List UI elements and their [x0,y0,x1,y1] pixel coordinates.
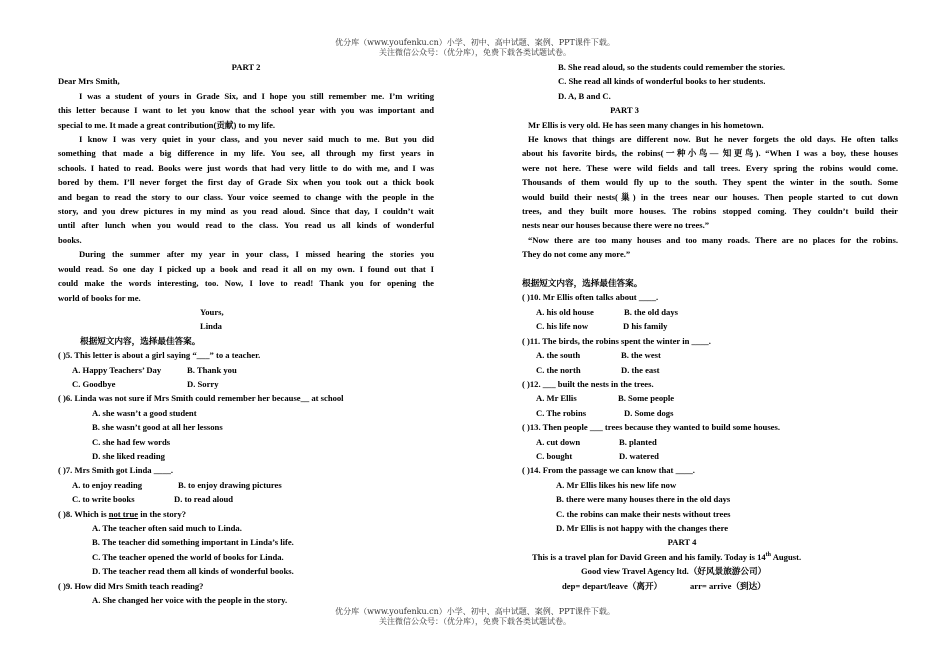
p2-line: until after lunch when you would read to the class. You read us all kinds of wonderful [58,220,434,231]
dep-definition: dep= depart/leave（离开） [562,580,663,591]
q8-option-c[interactable]: C. The teacher opened the world of books for Linda. [92,551,284,562]
q12-option-a[interactable]: A. Mr Ellis [536,393,577,404]
q11-options-row [522,348,898,362]
q12-option-c[interactable]: C. The robins [536,407,587,418]
footer-line-2: 关注微信公众号：（优分库），免费下载各类试题试卷。 [379,617,571,626]
part3-line: Thousands of them would fly up to the south. They spent the winter in the south. Some [522,177,898,188]
travel-agency: Good view Travel Agency ltd.（好风景旅游公司） [581,566,767,577]
q7-options-row [58,492,434,506]
p3-line: could make the words interesting, too. Now, I love to read! Thank you for opening the [58,278,434,289]
q11-option-c[interactable]: C. the north [536,364,581,375]
letter-signature: Linda [200,321,222,332]
right-column [522,60,898,593]
question-11: ( )11. The birds, the robins spent the winter in ____. [522,335,711,346]
part3-instruction: 根据短文内容，选择最佳答案。 [522,278,643,289]
part4-intro-sup: th [765,551,772,558]
part4-intro-post: August. [771,551,802,562]
q11-option-b[interactable]: B. the west [621,350,661,361]
part2-instruction: 根据短文内容，选择最佳答案。 [80,335,201,346]
arr-definition: arr= arrive（到达） [690,580,766,591]
part3-line: They do not come any more.” [522,249,631,260]
q11-option-d[interactable]: D. the east [621,364,660,375]
q12-options-row [522,406,898,420]
q7-options-row [58,478,434,492]
part3-line: were not here. These were wild fields and tall trees. Every spring the robins would come. [522,162,898,173]
p3-line: During the summer after my year in your class, I missed hearing the stories you [79,249,434,260]
question-9: ( )9. How did Mrs Smith teach reading? [58,580,204,591]
q8-option-a[interactable]: A. The teacher often said much to Linda. [92,523,242,533]
page-header [0,38,950,58]
part2-title: PART 2 [231,62,261,72]
q12-option-d[interactable]: D. Some dogs [624,407,674,418]
q13-option-c[interactable]: C. bought [536,450,573,461]
q13-option-d[interactable]: D. watered [619,450,659,461]
q11-options-row [522,363,898,377]
q13-option-b[interactable]: B. planted [619,436,657,447]
q8-text-pre: ( )8. Which is [58,508,109,519]
q8-text-post: in the story? [138,508,187,519]
q5-option-a[interactable]: A. Happy Teachers’ Day [72,364,162,375]
header-line-2: 关注微信公众号：（优分库），免费下载各类试题试卷。 [379,48,571,57]
part3-line: nests near our houses because there were no trees.” [522,220,710,231]
q13-options-row [522,449,898,463]
part4-intro [522,550,898,564]
p2-line: books. [58,234,82,245]
q13-options-row [522,435,898,449]
p1-line: this letter because I want to let you know that the school year with you was important and [58,105,434,116]
part3-line: “Now there are too many houses and too many roads. There are no places for the robins. [528,234,898,245]
letter-greeting: Dear Mrs Smith, [58,76,120,87]
footer-line-1: 优分库（www.youfenku.cn）小学、初中、高中试题、案例、PPT课件下载。 [335,607,615,616]
question-12: ( )12. ___ built the nests in the trees. [522,378,654,389]
q10-option-c[interactable]: C. his life now [536,321,589,332]
q10-option-b[interactable]: B. the old days [624,306,678,317]
q12-options-row [522,391,898,405]
q6-option-d[interactable]: D. she liked reading [92,450,165,461]
q5-option-b[interactable]: B. Thank you [187,364,237,375]
p2-line: bored by them. I’ll never forget the first day of Grade Six when you took out a thick book [58,177,434,188]
p2-line: something that made a big difference in my life. You see, all through my first years in [58,148,434,159]
p2-line: story, and you drew pictures in my mind as you read aloud. Since that day, I couldn’t wait [58,206,434,217]
q5-options-row [58,363,434,377]
part3-line: He knows that things are different now. But he never forgets the old days. He often talks [528,134,898,145]
q6-option-c[interactable]: C. she had few words [92,436,171,447]
abbreviations-row [522,579,898,593]
q6-option-b[interactable]: B. she wasn’t good at all her lessons [92,422,223,433]
letter-closing: Yours, [200,306,224,317]
question-7: ( )7. Mrs Smith got Linda ____. [58,465,174,476]
q12-option-b[interactable]: B. Some people [618,393,675,404]
q14-option-d[interactable]: D. Mr Ellis is not happy with the changes there [556,522,729,533]
p2-line: schools. I hated to read. Books were just words that had very little to do with me, and I was [58,162,434,173]
q9-option-a[interactable]: A. She changed her voice with the people in the story. [92,595,288,606]
part4-intro-pre: This is a travel plan for David Green and his family. Today is 14 [532,551,766,562]
question-13: ( )13. Then people ___ trees because they wanted to build some houses. [522,422,780,433]
q10-options-row [522,305,898,319]
part3-title: PART 3 [610,105,639,116]
q10-option-a[interactable]: A. his old house [536,306,594,317]
q6-option-a[interactable]: A. she wasn’t a good student [92,407,197,418]
header-line-1: 优分库（www.youfenku.cn）小学、初中、高中试题、案例、PPT课件下载。 [335,38,615,47]
q5-option-d[interactable]: D. Sorry [187,378,219,389]
question-8 [58,507,434,521]
q13-option-a[interactable]: A. cut down [536,436,581,447]
q8-underlined: not true [108,508,139,519]
question-10: ( )10. Mr Ellis often talks about ____. [522,292,659,303]
part3-line: Mr Ellis is very old. He has seen many changes in his hometown. [528,119,764,130]
page-footer [0,607,950,627]
q9-option-b[interactable]: B. She read aloud, so the students could remember the stories. [558,62,786,72]
q9-option-d[interactable]: D. A, B and C. [558,90,611,101]
q10-option-d[interactable]: D his family [623,321,668,332]
part3-line: about his favorite birds, the robins(一种小鸟— 知更鸟). “When I was a boy, these houses [522,148,898,159]
q11-option-a[interactable]: A. the south [536,350,581,361]
q9-option-c[interactable]: C. She read all kinds of wonderful books to her students. [558,76,766,87]
p3-line: world of books for me. [58,292,141,303]
q10-options-row [522,319,898,333]
left-column [58,60,434,607]
p2-line: I know I was very quiet in your class, and you never said much to me. But you did [79,134,434,145]
q7-option-c[interactable]: C. to write books [72,494,135,505]
q7-option-a[interactable]: A. to enjoy reading [72,479,143,490]
p1-line: I was a student of yours in Grade Six, and I hope you still remember me. I’m writing [79,90,434,101]
q7-option-b[interactable]: B. to enjoy drawing pictures [178,479,282,490]
part3-line: would build their nests(巢) in the trees near our houses. Then people started to cut down [522,191,898,202]
part3-line: trees, and they built more houses. The robins stopped coming. They couldn’t build their [522,206,898,217]
q14-option-b[interactable]: B. there were many houses there in the old days [556,494,731,505]
q14-option-c[interactable]: C. the robins can make their nests without trees [556,508,731,519]
p2-line: and began to read the story to our class. Your voice seemed to change with the people in the [58,191,434,202]
spacer [522,262,898,276]
q8-option-d[interactable]: D. The teacher read them all kinds of wonderful books. [92,566,294,577]
q5-options-row [58,377,434,391]
p1-line: special to me. It made a great contribution(贡献) to my life. [58,119,276,130]
q7-option-d[interactable]: D. to read aloud [174,494,234,505]
question-6: ( )6. Linda was not sure if Mrs Smith could remember her because__ at school [58,393,344,404]
question-5: ( )5. This letter is about a girl saying “___” to a teacher. [58,350,261,361]
p3-line: would read. So one day I picked up a book and read it all on my own. I found out that I [58,263,434,274]
q8-option-b[interactable]: B. The teacher did something important in Linda’s life. [92,537,294,548]
q14-option-a[interactable]: A. Mr Ellis likes his new life now [556,479,677,490]
part4-title: PART 4 [667,537,697,548]
question-14: ( )14. From the passage we can know that ____. [522,465,695,476]
q5-option-c[interactable]: C. Goodbye [72,378,116,389]
